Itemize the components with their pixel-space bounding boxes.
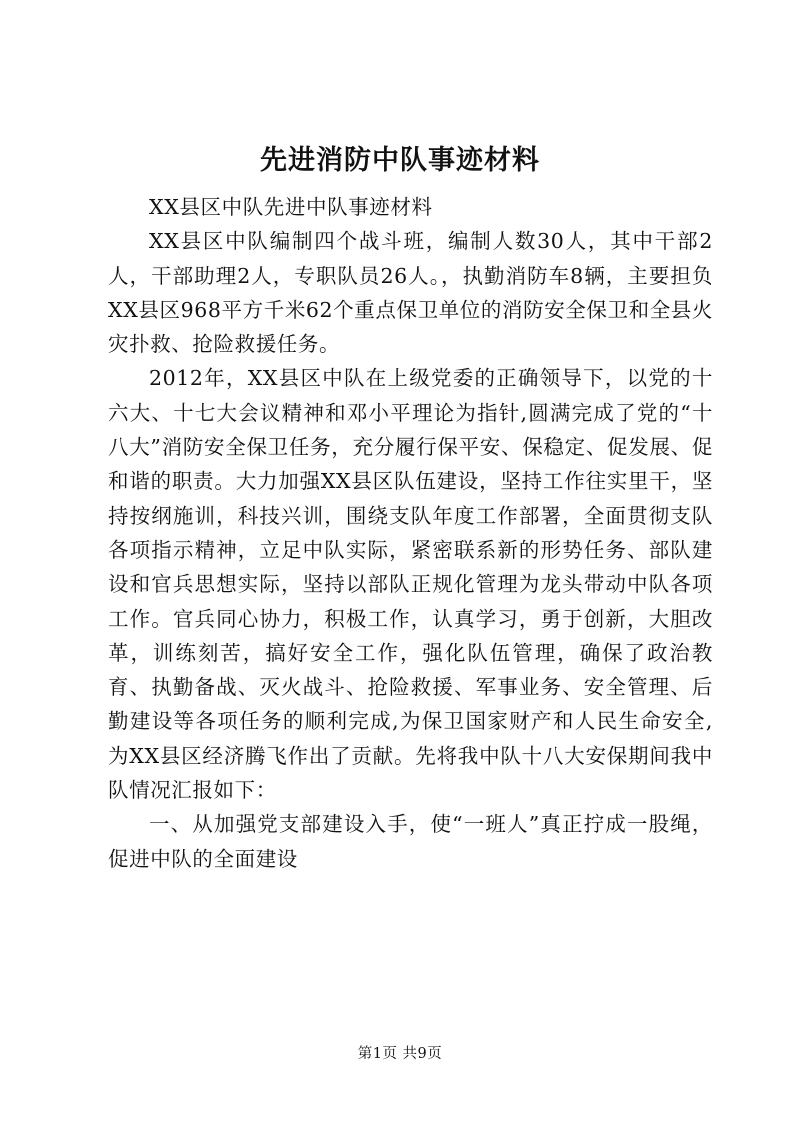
paragraph-summary: 2012年，XX县区中队在上级党委的正确领导下，以党的十六大、十七大会议精神和邓小平理论为指针,圆满完成了党的“十八大”消防安全保卫任务，充分履行保平安、保稳定、促发展、促和谐的职责。大力加强XX县区队伍建设，坚持工作往实里干，坚持按纲施训，科技兴训，围绕支队年度工作部署，全面贯彻支队各项指示精神，立足中队实际，紧密联系新的形势任务、部队建设和官兵思想实际，坚持以部队正规化管理为龙头带动中队各项工作。官兵同心协力，积极工作，认真学习，勇于创新，大胆改革，训练刻苦，搞好安全工作，强化队伍管理，确保了政治教育、执勤备战、灭火战斗、抢险救援、军事业务、安全管理、后勤建设等各项任务的顺利完成,为保卫国家财产和人民生命安全,为XX县区经济腾飞作出了贡献。先将我中队十八大安保期间我中队情况汇报如下： [108, 366, 713, 803]
page-footer: 第1页 共9页 [357, 1046, 443, 1062]
document-body [108, 190, 713, 876]
paragraph-intro: XX县区中队编制四个战斗班，编制人数30人，其中干部2人，干部助理2人，专职队员26人。，执勤消防车8辆，主要担负XX县区968平方千米62个重点保卫单位的消防安全保卫和全县火灾扑救、抢险救援任务。 [108, 229, 714, 357]
paragraph-subtitle: XX县区中队先进中队事迹材料 [149, 195, 433, 219]
page-title: 先进消防中队事迹材料 [260, 145, 540, 176]
paragraph-section-heading: 一、从加强党支部建设入手，使“一班人”真正拧成一股绳，促进中队的全面建设 [108, 812, 713, 871]
